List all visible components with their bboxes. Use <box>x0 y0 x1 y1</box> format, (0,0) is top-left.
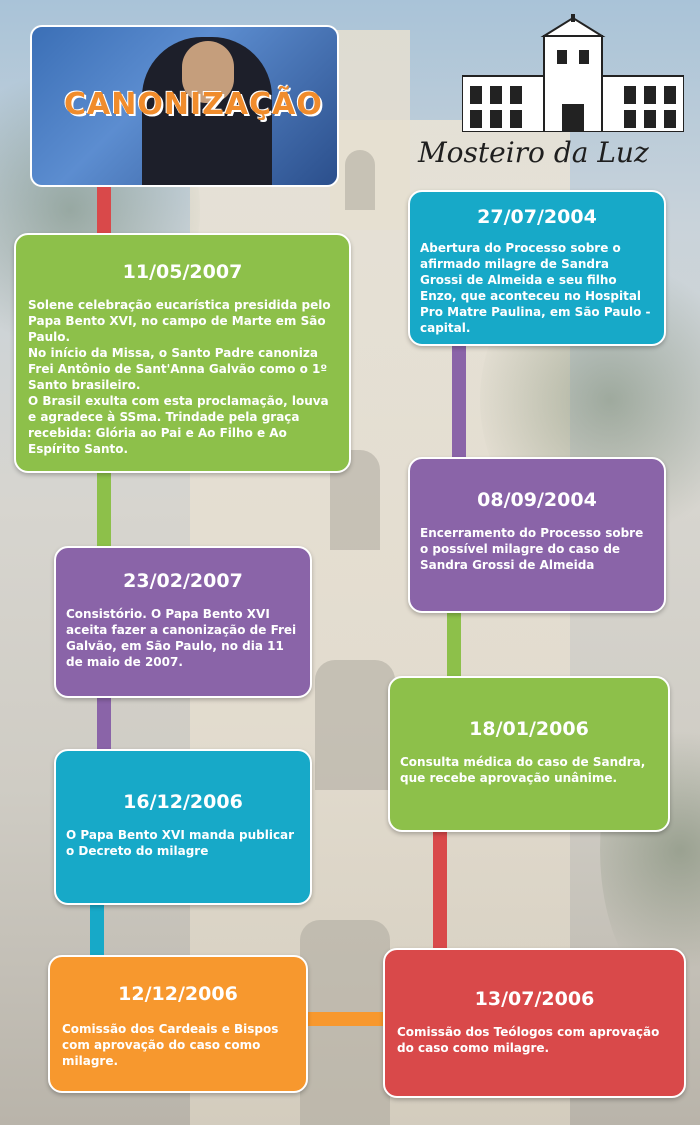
connector-purple <box>97 696 111 751</box>
monastery-name: Mosteiro da Luz <box>418 136 649 169</box>
tower-window <box>345 150 375 210</box>
event-description: O Papa Bento XVI manda publicar o Decreto do milagre <box>66 828 295 858</box>
event-card-2006-12-16 <box>54 749 312 905</box>
event-date: 13/07/2006 <box>474 988 595 1010</box>
event-date: 23/02/2007 <box>123 570 243 592</box>
event-card-2006-07-13 <box>383 948 686 1098</box>
connector-red <box>97 180 111 240</box>
event-card-2007-02-23 <box>54 546 312 698</box>
event-description: Consulta médica do caso de Sandra, que recebe aprovação unânime. <box>400 755 646 785</box>
canonizacao-banner <box>30 25 339 187</box>
event-date: 08/09/2004 <box>477 489 597 511</box>
event-card-2004-09-08 <box>408 457 666 613</box>
event-description: Encerramento do Processo sobre o possível milagre do caso de Sandra Grossi de Almeida <box>420 526 644 572</box>
event-date: 16/12/2006 <box>123 791 243 813</box>
connector-red-right <box>433 830 447 952</box>
main-window <box>315 660 395 790</box>
event-card-2006-01-18 <box>388 676 670 832</box>
connector-orange <box>305 1012 385 1026</box>
event-card-2006-12-12 <box>48 955 308 1093</box>
connector-teal <box>90 903 104 958</box>
connector-green <box>97 470 111 550</box>
monastery-icon <box>462 14 684 132</box>
event-date: 12/12/2006 <box>118 983 238 1005</box>
event-card-2004-07-27 <box>408 190 666 346</box>
event-date: 18/01/2006 <box>469 718 589 740</box>
event-date: 11/05/2007 <box>122 261 243 283</box>
connector-purple-right <box>452 342 466 460</box>
event-description: Abertura do Processo sobre o afirmado milagre de Sandra Grossi de Almeida e seu filho Enzo, que aconteceu no Hospital Pro Matre Paulina, em São Paulo - capital. <box>420 241 651 335</box>
event-description: Consistório. O Papa Bento XVI aceita fazer a canonização de Frei Galvão, em São Paulo, no dia 11 de maio de 2007. <box>66 607 297 669</box>
event-date: 27/07/2004 <box>477 206 597 228</box>
event-description: Solene celebração eucarística presidida pelo Papa Bento XVI, no campo de Marte em São Paulo. No início da Missa, o Santo Padre canoniza Frei Antônio de Sant'Anna Galvão como o 1º Santo brasileiro. O Brasil exulta com esta proclamação, louva e agradece à SSma. Trindade pela graça recebida: Glória ao Pai e Ao Filho e Ao Espírito Santo. <box>28 298 331 456</box>
event-card-2007-05-11 <box>14 233 351 473</box>
banner-title: CANONIZAÇÃO <box>64 87 323 122</box>
event-description: Comissão dos Teólogos com aprovação do caso como milagre. <box>397 1025 660 1055</box>
event-description: Comissão dos Cardeais e Bispos com aprovação do caso como milagre. <box>62 1022 279 1068</box>
